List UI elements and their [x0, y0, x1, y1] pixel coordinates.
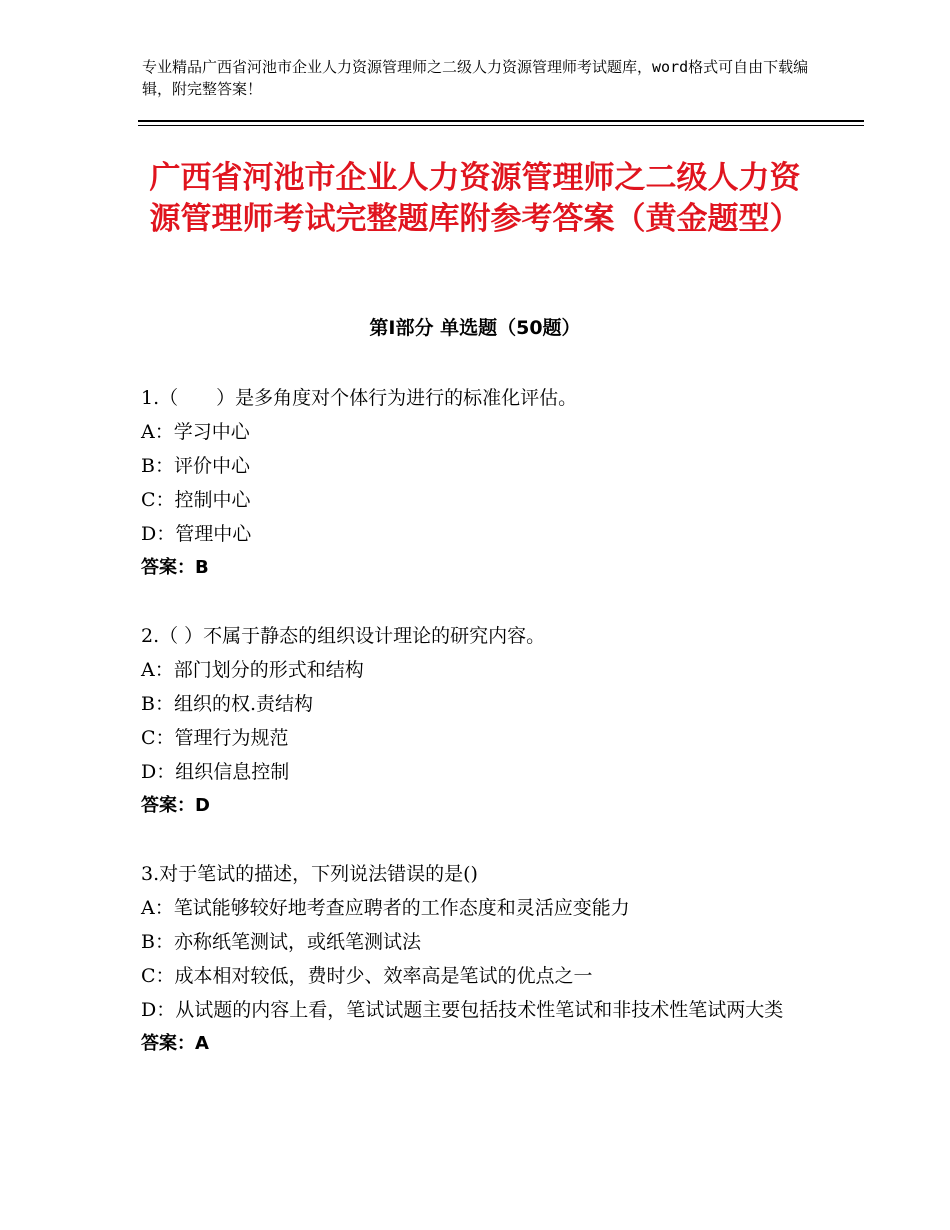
option-a: A：学习中心 — [141, 421, 250, 443]
option-b: B：评价中心 — [141, 455, 250, 477]
section-heading: 第Ⅰ部分 单选题（50题） — [369, 317, 581, 339]
option-a: A：笔试能够较好地考查应聘者的工作态度和灵活应变能力 — [141, 897, 630, 919]
answer: 答案：B — [141, 557, 209, 578]
option-d: D：组织信息控制 — [141, 761, 290, 783]
option-a: A：部门划分的形式和结构 — [141, 659, 364, 681]
option-c: C：控制中心 — [141, 489, 251, 511]
option-c: C：成本相对较低，费时少、效率高是笔试的优点之一 — [141, 965, 593, 987]
answer: 答案：A — [141, 1033, 209, 1054]
option-d: D：从试题的内容上看，笔试试题主要包括技术性笔试和非技术性笔试两大类 — [141, 999, 784, 1021]
question-1 — [141, 381, 811, 585]
header-rule-thick — [138, 120, 864, 122]
question-stem: 2.（ ）不属于静态的组织设计理论的研究内容。 — [141, 625, 546, 647]
answer: 答案：D — [141, 795, 210, 816]
option-d: D：管理中心 — [141, 523, 252, 545]
document-title: 广西省河池市企业人力资源管理师之二级人力资源管理师考试完整题库附参考答案（黄金题型） — [149, 160, 801, 237]
option-c: C：管理行为规范 — [141, 727, 289, 749]
option-b: B：亦称纸笔测试，或纸笔测试法 — [141, 931, 421, 953]
option-b: B：组织的权.责结构 — [141, 693, 314, 715]
question-stem: 3.对于笔试的描述，下列说法错误的是() — [141, 863, 478, 885]
question-3 — [141, 857, 811, 1061]
header-rule-thin — [138, 125, 864, 126]
question-2 — [141, 619, 811, 823]
header-note: 专业精品广西省河池市企业人力资源管理师之二级人力资源管理师考试题库，word格式可自由下载编辑，附完整答案！ — [142, 58, 809, 98]
question-stem: 1.（ ）是多角度对个体行为进行的标准化评估。 — [141, 387, 578, 409]
